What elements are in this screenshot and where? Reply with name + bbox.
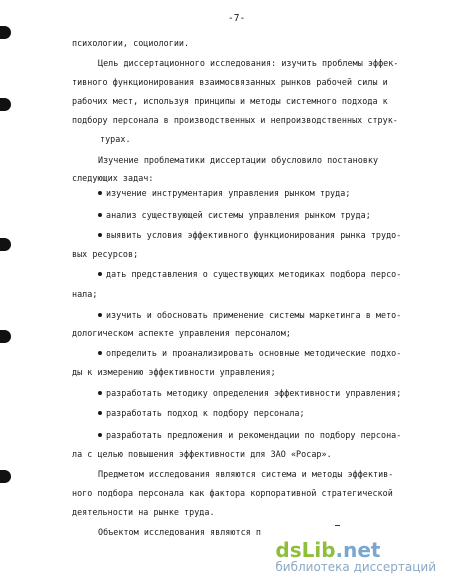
page-number: -7- [228, 13, 246, 24]
punch-hole [0, 470, 11, 483]
list-item: определить и проанализировать основные методические подхо- [106, 348, 402, 358]
bullet-icon [98, 272, 102, 276]
list-item-continuation: вых ресурсов; [72, 249, 139, 259]
list-item: разработать методику определения эффективности управления; [106, 388, 402, 398]
scan-mark [335, 525, 340, 526]
watermark [275, 540, 436, 574]
list-item: разработать предложения и рекомендации по подбору персона- [106, 430, 402, 440]
list-item-continuation: ды к измерению эффективности управления; [72, 367, 276, 377]
list-item-continuation: ла с целью повышения эффективности для ЗАО «Росар». [72, 449, 332, 459]
list-item: анализ существующей системы управления рынком труда; [106, 210, 371, 220]
watermark-logo [275, 540, 436, 560]
list-item-continuation: дологическом аспекте управления персоналом; [72, 328, 291, 338]
list-item: выявить условия эффективного функционирования рынка трудо- [106, 230, 402, 240]
text-line: Объектом исследования являются п [98, 527, 261, 537]
bullet-icon [98, 411, 102, 415]
text-line: следующих задач: [72, 173, 154, 183]
bullet-icon [98, 433, 102, 437]
text-line: Цель диссертационного исследования: изучить проблемы эффек- [98, 58, 399, 68]
punch-hole [0, 26, 11, 39]
punch-hole [0, 330, 11, 343]
bullet-icon [98, 191, 102, 195]
list-item: разработать подход к подбору персонала; [106, 408, 305, 418]
bullet-icon [98, 351, 102, 355]
text-line: деятельности на рынке труда. [72, 507, 215, 517]
watermark-logo-part1: dsLib [275, 538, 336, 562]
text-line: рабочих мест, используя принципы и методы системного подхода к [72, 96, 388, 106]
list-item-continuation: нала; [72, 289, 98, 299]
text-line: подбору персонала в производственных и непроизводственных струк- [72, 115, 398, 125]
bullet-icon [98, 391, 102, 395]
bullet-icon [98, 233, 102, 237]
list-item: изучить и обосновать применение системы маркетинга в мето- [106, 310, 402, 320]
list-item: дать представления о существующих методиках подбора персо- [106, 269, 402, 279]
bullet-icon [98, 213, 102, 217]
text-line: Предметом исследования являются система и методы эффектив- [98, 469, 394, 479]
list-item: изучение инструментария управления рынком труда; [106, 188, 351, 198]
text-line: Изучение проблематики диссертации обусловило постановку [98, 155, 379, 165]
text-line: ного подбора персонала как фактора корпоративной стратегической [72, 488, 393, 498]
text-line: тивного функционирования взаимосвязанных рынков рабочей силы и [72, 77, 388, 87]
punch-hole [0, 238, 11, 251]
text-line: психологии, социологии. [72, 38, 190, 48]
watermark-logo-part2: .net [335, 538, 381, 562]
punch-hole [0, 98, 11, 111]
watermark-subtitle: библиотека диссертаций [275, 560, 436, 574]
bullet-icon [98, 313, 102, 317]
text-line: турах. [100, 134, 131, 144]
